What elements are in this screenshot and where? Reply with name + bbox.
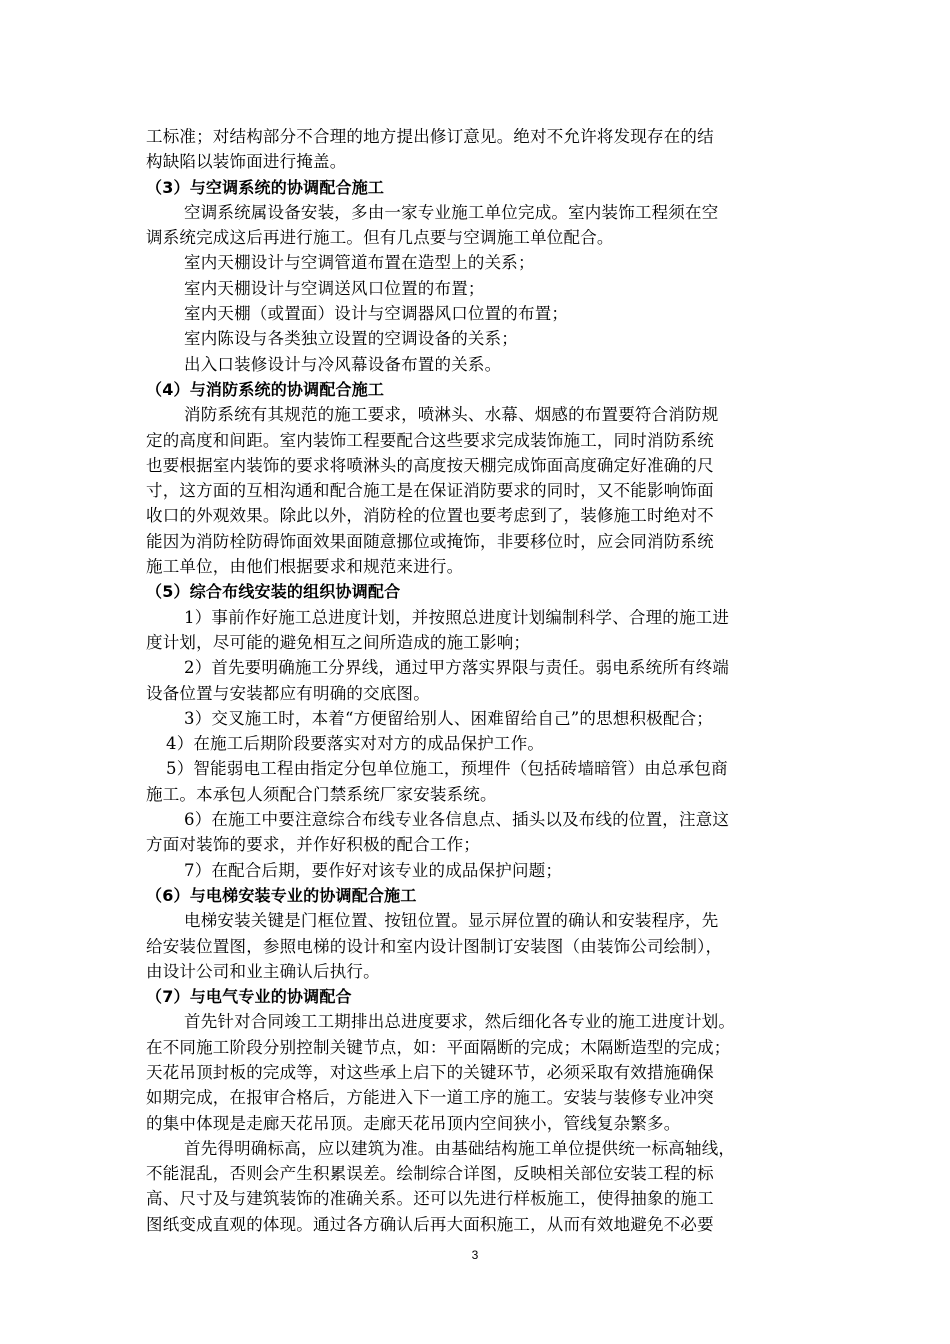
text-line: 施工。本承包人须配合门禁系统厂家安装系统。 (146, 784, 497, 804)
text-line: 室内陈设与各类独立设置的空调设备的关系； (184, 329, 518, 349)
document-body (146, 124, 806, 1237)
text-line: 调系统完成这后再进行施工。但有几点要与空调施工单位配合。 (146, 228, 614, 248)
text-line: 收口的外观效果。除此以外，消防栓的位置也要考虑到了，装修施工时绝对不 (146, 506, 714, 526)
text-line: 2）首先要明确施工分界线，通过甲方落实界限与责任。弱电系统所有终端 (184, 658, 730, 678)
text-line: 的集中体现是走廊天花吊顶。走廊天花吊顶内空间狭小，管线复杂繁多。 (146, 1113, 681, 1133)
section-heading: （7）与电气专业的协调配合 (146, 987, 352, 1007)
text-line: 3）交叉施工时，本着“方便留给别人、困难留给自己”的思想积极配合； (184, 708, 713, 728)
section-heading: （3）与空调系统的协调配合施工 (146, 177, 385, 197)
section-heading: （5）综合布线安装的组织协调配合 (146, 582, 401, 602)
text-line: 4）在施工后期阶段要落实对对方的成品保护工作。 (166, 734, 545, 754)
text-line: 设备位置与安装都应有明确的交底图。 (146, 683, 430, 703)
text-line: 室内天棚设计与空调管道布置在造型上的关系； (184, 253, 535, 273)
text-line: 首先针对合同竣工工期排出总进度要求，然后细化各专业的施工进度计划。 (184, 1012, 736, 1032)
text-line: 施工单位，由他们根据要求和规范来进行。 (146, 557, 464, 577)
text-line: 度计划，尽可能的避免相互之间所造成的施工影响； (146, 632, 531, 652)
text-line: 由设计公司和业主确认后执行。 (146, 961, 380, 981)
text-line: 高、尺寸及与建筑装饰的准确关系。还可以先进行样板施工，使得抽象的施工 (146, 1189, 714, 1209)
text-line: 出入口装修设计与冷风幕设备布置的关系。 (184, 354, 502, 374)
text-line: 天花吊顶封板的完成等，对这些承上启下的关键环节，必须采取有效措施确保 (146, 1062, 714, 1082)
section-heading: （6）与电梯安装专业的协调配合施工 (146, 885, 417, 905)
text-line: 如期完成，在报审合格后，方能进入下一道工序的施工。安装与装修专业冲突 (146, 1088, 714, 1108)
text-line: 工标准；对结构部分不合理的地方提出修订意见。绝对不允许将发现存在的结 (146, 127, 714, 146)
text-line: 定的高度和间距。室内装饰工程要配合这些要求完成装饰施工，同时消防系统 (146, 430, 714, 450)
text-line: 室内天棚（或置面）设计与空调器风口位置的布置； (184, 304, 569, 324)
text-line: 也要根据室内装饰的要求将喷淋头的高度按天棚完成饰面高度确定好准确的尺 (146, 455, 714, 475)
text-line: 空调系统属设备安装，多由一家专业施工单位完成。室内装饰工程须在空 (184, 202, 719, 222)
text-line: 图纸变成直观的体现。通过各方确认后再大面积施工，从而有效地避免不必要 (146, 1214, 714, 1234)
text-line: 电梯安装关键是门框位置、按钮位置。显示屏位置的确认和安装程序，先 (184, 911, 719, 931)
page-number: 3 (471, 1248, 479, 1262)
text-line: 5）智能弱电工程由指定分包单位施工，预埋件（包括砖墙暗管）由总承包商 (166, 759, 728, 779)
text-line: 构缺陷以装饰面进行掩盖。 (146, 152, 347, 172)
text-line: 室内天棚设计与空调送风口位置的布置； (184, 278, 485, 298)
text-line: 能因为消防栓防碍饰面效果面随意挪位或掩饰，非要移位时，应会同消防系统 (146, 531, 714, 551)
text-line: 不能混乱，否则会产生积累误差。绘制综合详图，反映相关部位安装工程的标 (146, 1164, 714, 1184)
text-line: 给安装位置图，参照电梯的设计和室内设计图制订安装图（由装饰公司绘制）， (146, 936, 723, 956)
text-line: 7）在配合后期，要作好对该专业的成品保护问题； (184, 860, 563, 880)
text-line: 消防系统有其规范的施工要求，喷淋头、水幕、烟感的布置要符合消防规 (184, 405, 719, 425)
section-heading: （4）与消防系统的协调配合施工 (146, 379, 385, 399)
text-line: 6）在施工中要注意综合布线专业各信息点、插头以及布线的位置，注意这 (184, 810, 730, 830)
text-line: 首先得明确标高，应以建筑为准。由基础结构施工单位提供统一标高轴线， (184, 1138, 736, 1158)
text-line: 方面对装饰的要求，并作好积极的配合工作； (146, 835, 480, 855)
text-line: 1）事前作好施工总进度计划，并按照总进度计划编制科学、合理的施工进 (184, 607, 730, 627)
text-line: 寸，这方面的互相沟通和配合施工是在保证消防要求的同时，又不能影响饰面 (146, 481, 714, 501)
text-line: 在不同施工阶段分别控制关键节点，如：平面隔断的完成；木隔断造型的完成； (146, 1037, 731, 1057)
